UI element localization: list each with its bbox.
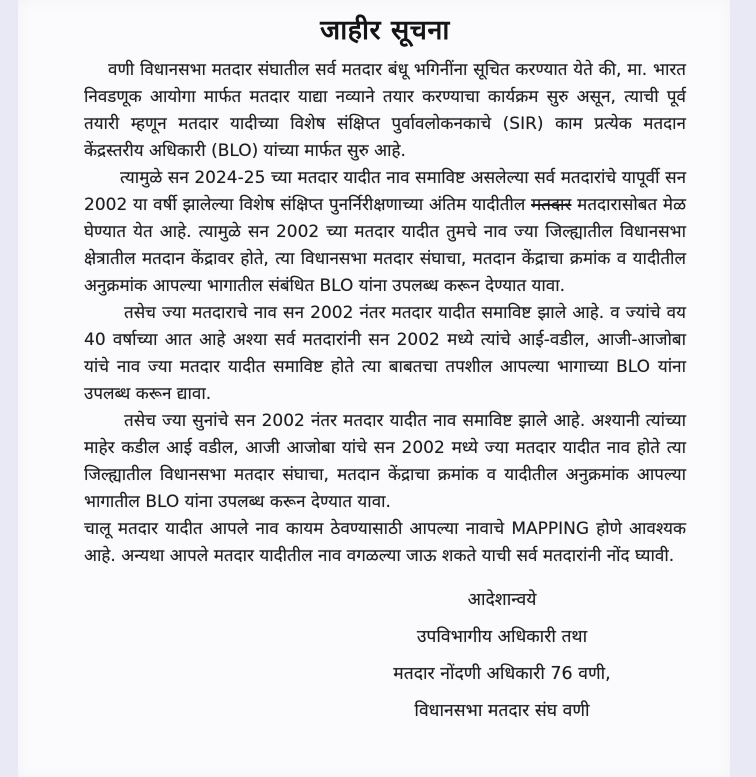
notice-page: [18, 0, 730, 777]
paragraph-intro: वणी विधानसभा मतदार संघातील सर्व मतदार बंधू भगिनींना सूचित करण्यात येते की, मा. भारत निवडणूक आयोगा मार्फत मतदार याद्या नव्याने तयार करण्याचा कार्यक्रम सुरु असून, त्याची पूर्व तयारी म्हणून मतदार यादीच्या विशेष संक्षिप्त पुर्वावलोकनकाचे (SIR) काम प्रत्येक मतदान केंद्रस्तरीय अधिकारी (BLO) यांच्या मार्फत सुरु आहे.: [84, 60, 686, 161]
scan-edge-left: [0, 0, 18, 777]
paragraph-mapping-warning: चालू मतदार यादीत आपले नाव कायम ठेवण्यासाठी आपल्या नावाचे MAPPING होणे आवश्यक आहे. अन्यथा आपले मतदार यादीतील नाव वगळल्या जाऊ शकते याची सर्व मतदारांनी नोंद घ्यावी.: [84, 519, 686, 566]
paragraph-2002-matching-before: त्यामुळे सन 2024-25 च्या मतदार यादीत नाव समाविष्ट असलेल्या सर्व मतदारांचे यापूर्वी सन 2002 या वर्षी झालेल्या विशेष संक्षिप्त पुनर्निरीक्षणाच्या अंतिम यादीतील: [84, 168, 686, 215]
notice-content: [18, 0, 730, 730]
paragraph-2002-matching-after: मतदारासोबत मेळ घेण्यात येत आहे. त्यामुळे सन 2002 च्या मतदार यादीत तुमचे नाव ज्या जिल्ह्यातील विधानसभा क्षेत्रातील मतदान केंद्रावर होते, त्या विधानसभा मतदार संघाचा, मतदान केंद्राचा क्रमांक व यादीतील अनुक्रमांक आपल्या भागातील संबंधित BLO यांना उपलब्ध करून देण्यात यावा.: [84, 195, 686, 296]
signature-by-order: आदेशान्वये: [467, 590, 537, 610]
paragraph-post-2002-voters: तसेच ज्या मतदाराचे नाव सन 2002 नंतर मतदार यादीत समाविष्ट झाले आहे. व ज्यांचे वय 40 वर्षाच्या आत आहे अश्या सर्व मतदारांनी सन 2002 मध्ये त्यांचे आई-वडील, आजी-आजोबा यांचे नाव ज्या मतदार यादीत समाविष्ट होते त्या बाबतचा तपशील आपल्या भागाच्या BLO यांना उपलब्ध करून द्यावा.: [84, 303, 686, 404]
paragraph-daughters-in-law: तसेच ज्या सुनांचे सन 2002 नंतर मतदार यादीत नाव समाविष्ट झाले आहे. अश्यानी त्यांच्या माहेर कडील आई वडील, आजी आजोबा यांचे सन 2002 मध्ये ज्या मतदार यादीत नाव होते त्या जिल्ह्यातील विधानसभा मतदार संघाचा, मतदान केंद्राचा क्रमांक व यादीतील अनुक्रमांक आपल्या भागातील BLO यांना उपलब्ध करून देण्यात यावा.: [84, 411, 686, 512]
page-title: जाहीर सूचना: [320, 15, 450, 46]
signature-officer-title: उपविभागीय अधिकारी तथा: [416, 627, 588, 647]
scan-edge-right: [730, 0, 756, 777]
signature-block: [374, 582, 630, 730]
paragraph-2002-matching: [84, 165, 686, 300]
signature-registration-officer: मतदार नोंदणी अधिकारी 76 वणी,: [393, 664, 611, 684]
struck-word: मतदार: [531, 195, 572, 215]
signature-constituency: विधानसभा मतदार संघ वणी: [414, 701, 590, 721]
